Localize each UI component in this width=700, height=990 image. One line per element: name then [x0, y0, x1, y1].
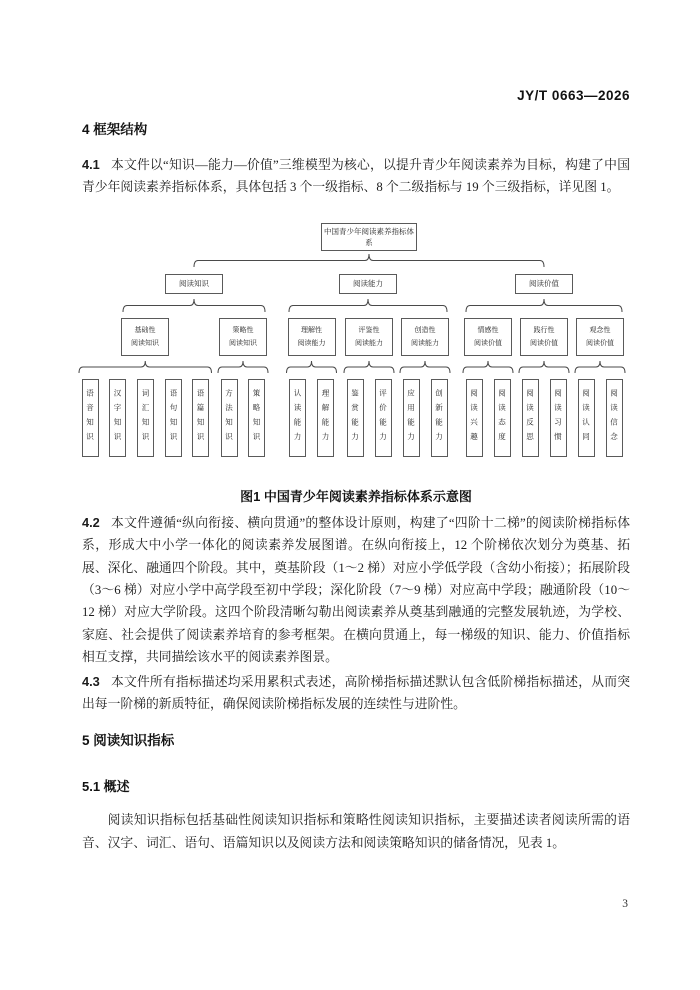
tree-node-root: 中国青少年阅读素养指标体系 — [321, 223, 417, 251]
tree-node-level3 — [288, 318, 336, 356]
clause-5-1-intro: 阅读知识指标包括基础性阅读知识指标和策略性阅读知识指标，主要描述读者阅读所需的语音、汉字、词汇、语句、语篇知识以及阅读方法和阅读策略知识的储备情况，见表 1。 — [82, 813, 630, 850]
tree-node-reading-value: 阅读价值 — [515, 274, 573, 294]
tree-leaf: 阅读认同 — [578, 379, 595, 457]
tree-leaf: 策略知识 — [248, 379, 265, 457]
tree-leaf: 应用能力 — [403, 379, 420, 457]
tree-node-level3 — [576, 318, 624, 356]
node-label: 评鉴性 — [358, 326, 380, 335]
page-content — [82, 88, 630, 854]
clause-4-2-text: 本文件遵循“纵向衔接、横向贯通”的整体设计原则，构建了“四阶十二梯”的阅读阶梯指标体系，形成大中小学一体化的阅读素养发展图谱。在纵向衔接上，12 个阶梯依次划分为奠基、拓展、深化、融通四个阶段。其中，奠基阶段（1～2 梯）对应小学低学段（含幼小衔接）；拓展阶段（3～6 梯）对应小学中高学段至初中学段；深化阶段（7～9 梯）对应高中学段；融通阶段（10～12 梯）对应大学阶段。这四个阶段清晰勾勒出阅读素养从奠基到融通的完整发展轨迹，为学校、家庭、社会提供了阅读素养培育的参考框架。在横向贯通上，每一梯级的知识、能力、价值指标相互支撑，共同描绘该水平的阅读素养图景。 — [82, 515, 630, 665]
node-label: 观念性 — [589, 326, 611, 335]
node-label: 创造性 — [414, 326, 436, 335]
clause-4-2 — [82, 512, 630, 669]
clause-4-1-text: 本文件以“知识—能力—价值”三维模型为核心，以提升青少年阅读素养为目标，构建了中国青少年阅读素养指标体系，具体包括 3 个一级指标、8 个二级指标与 19 个三级指标，详见图 1。 — [82, 158, 630, 195]
tree-leaf: 阅读兴趣 — [466, 379, 483, 457]
clause-4-3 — [82, 671, 630, 716]
tree-leaf: 汉字知识 — [109, 379, 126, 457]
standard-number: JY/T 0663—2026 — [517, 88, 630, 103]
tree-leaf: 语篇知识 — [192, 379, 209, 457]
node-label: 阅读知识 — [229, 339, 257, 348]
tree-leaf: 阅读信念 — [606, 379, 623, 457]
node-label: 基础性 — [134, 326, 156, 335]
tree-leaf: 评价能力 — [375, 379, 392, 457]
section-5-heading: 5 阅读知识指标 — [82, 733, 175, 749]
section-4-heading: 4 框架结构 — [82, 122, 148, 137]
node-label: 阅读能力 — [297, 339, 326, 348]
clause-4-1-number: 4.1 — [82, 157, 100, 172]
node-label: 践行性 — [533, 326, 555, 335]
clause-4-3-number: 4.3 — [82, 673, 100, 689]
tree-leaf: 鉴赏能力 — [347, 379, 364, 457]
tree-leaf: 阅读习惯 — [550, 379, 567, 457]
tree-leaf: 语音知识 — [82, 379, 99, 457]
tree-leaf: 方法知识 — [221, 379, 238, 457]
tree-node-level3 — [121, 318, 169, 356]
section-5-1-heading: 5.1 概述 — [82, 779, 130, 795]
page-number: 3 — [622, 898, 628, 910]
tree-leaf: 理解能力 — [317, 379, 334, 457]
tree-node-level3 — [464, 318, 512, 356]
node-label: 策略性 — [232, 326, 254, 335]
clause-4-3-text: 本文件所有指标描述均采用累积式表述，高阶梯指标描述默认包含低阶梯指标描述，从而突出每一阶梯的新质特征，确保阅读阶梯指标发展的连续性与进阶性。 — [82, 674, 630, 712]
tree-node-level3 — [345, 318, 393, 356]
tree-leaf: 词汇知识 — [137, 379, 154, 457]
tree-leaf: 认读能力 — [289, 379, 306, 457]
tree-node-reading-ability: 阅读能力 — [339, 274, 397, 294]
tree-leaf: 阅读反思 — [522, 379, 539, 457]
tree-node-level3 — [401, 318, 449, 356]
tree-node-level3 — [219, 318, 267, 356]
node-label: 情感性 — [477, 326, 499, 335]
tree-leaf: 创新能力 — [431, 379, 448, 457]
node-label: 阅读能力 — [411, 339, 439, 348]
node-label: 理解性 — [301, 326, 322, 335]
figure-caption: 图1 中国青少年阅读素养指标体系示意图 — [240, 488, 472, 504]
node-label: 阅读价值 — [474, 339, 502, 348]
node-label: 阅读价值 — [530, 339, 558, 348]
node-label: 阅读能力 — [355, 339, 383, 348]
node-label: 阅读价值 — [586, 339, 614, 348]
node-label: 阅读知识 — [131, 339, 159, 348]
tree-node-level3 — [520, 318, 568, 356]
tree-leaf: 阅读态度 — [494, 379, 511, 457]
tree-node-reading-knowledge: 阅读知识 — [165, 274, 223, 294]
figure-1-indicator-tree — [78, 217, 630, 465]
tree-leaf: 语句知识 — [165, 379, 182, 457]
clause-4-2-number: 4.2 — [82, 514, 100, 530]
clause-4-1 — [82, 154, 630, 199]
